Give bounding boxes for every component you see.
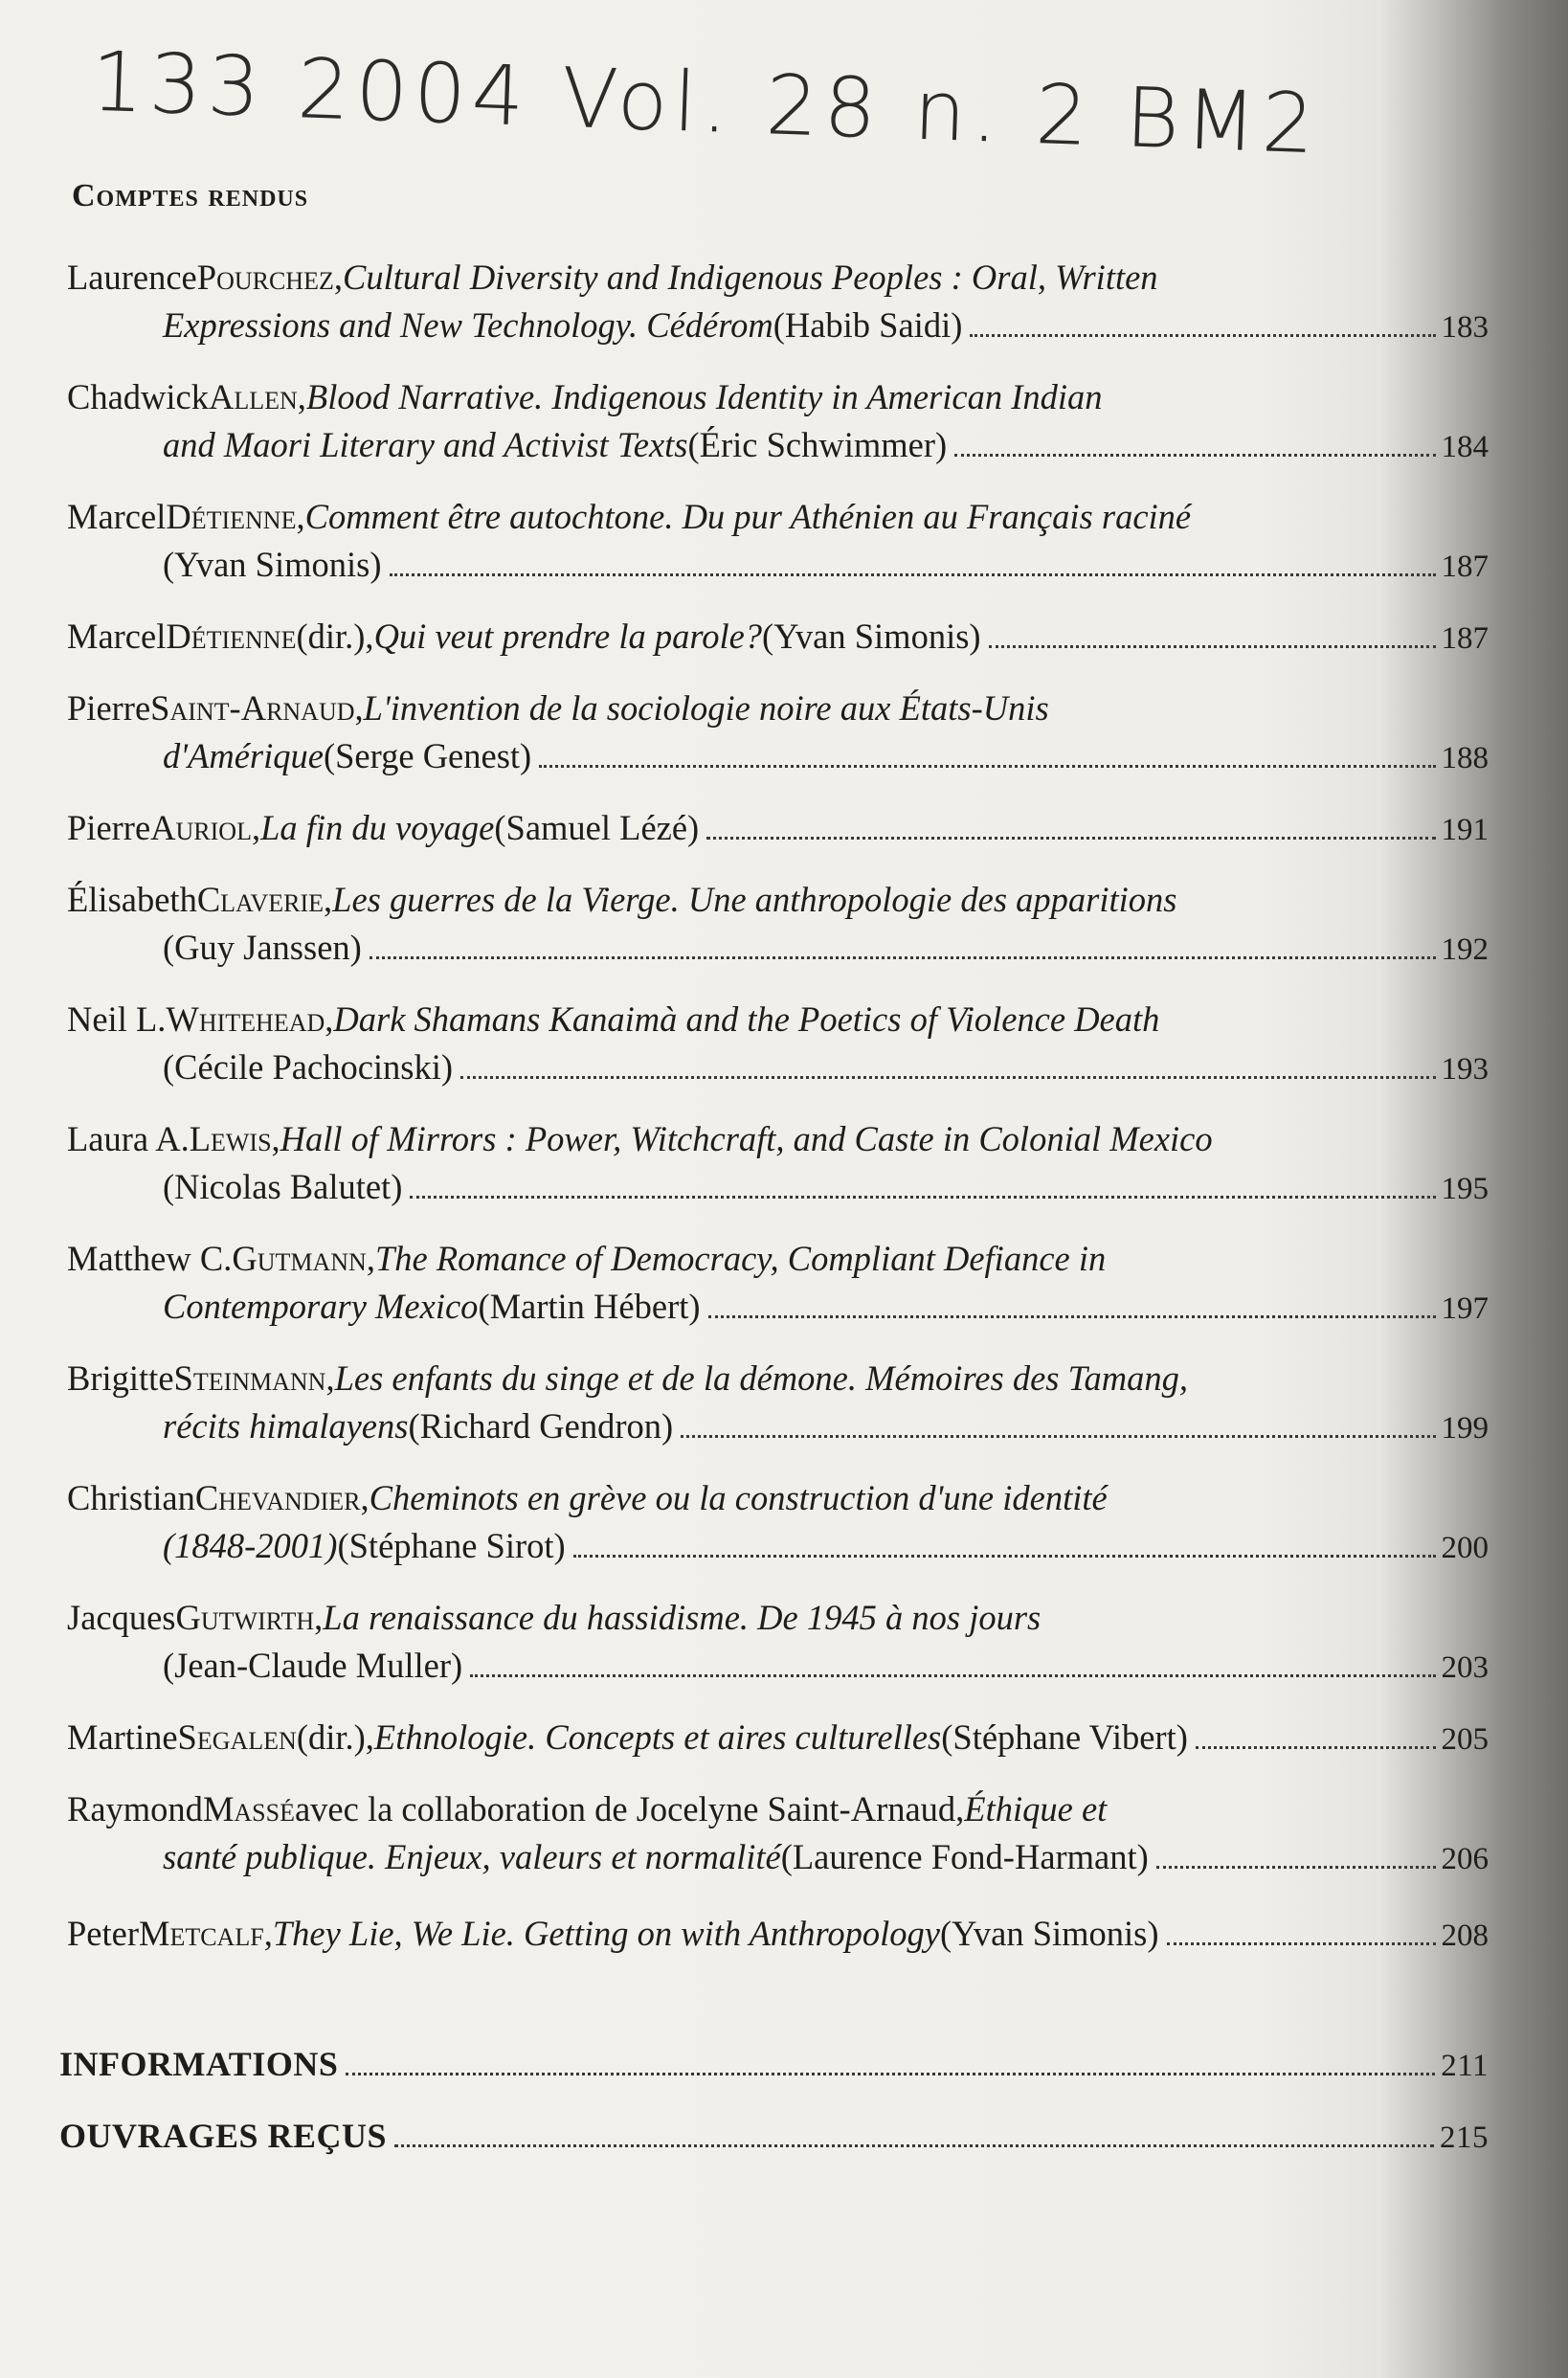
author-separator: ,	[325, 1358, 335, 1398]
page-number: 205	[1441, 1722, 1489, 1757]
page-number: 208	[1441, 1918, 1489, 1953]
author-first-name: Marcel	[67, 497, 167, 536]
dot-leader	[470, 1674, 1435, 1677]
section-title: Comptes rendus	[72, 178, 309, 213]
author-last-name: Saint-Arnaud	[150, 688, 355, 728]
author-first-name: Christian	[67, 1478, 195, 1517]
dot-leader	[539, 765, 1435, 768]
reviewer: (Guy Janssen)	[163, 928, 362, 967]
author-last-name: Whitehead	[166, 999, 325, 1039]
entry-title: Dark Shamans Kanaimà and the Poetics of Violence Death	[333, 999, 1160, 1039]
page-number: 195	[1441, 1172, 1489, 1206]
page-number: 197	[1441, 1291, 1489, 1326]
entry-title-cont: Contemporary Mexico	[163, 1287, 479, 1326]
author-last-name: Metcalf	[139, 1914, 264, 1953]
dot-leader	[681, 1435, 1435, 1438]
author-last-name: Gutmann	[232, 1239, 367, 1278]
toc-entry[interactable]	[67, 996, 1489, 1093]
author-first-name: Pierre	[67, 688, 151, 728]
author-first-name: Chadwick	[67, 377, 209, 416]
entry-title: Hall of Mirrors : Power, Witchcraft, and Caste in Colonial Mexico	[280, 1119, 1213, 1158]
entry-title: La renaissance du hassidisme. De 1945 à nos jours	[323, 1598, 1042, 1637]
toc-entry[interactable]	[67, 1235, 1489, 1333]
toc-entry[interactable]	[67, 1355, 1489, 1452]
author-separator: ,	[333, 258, 343, 297]
author-first-name: Brigitte	[67, 1358, 174, 1398]
informations-entry[interactable]	[59, 2044, 1489, 2084]
dot-leader	[970, 334, 1435, 337]
author-separator: avec la collaboration de Jocelyne Saint-Arnaud,	[294, 1789, 965, 1828]
reviewer: (Martin Hébert)	[478, 1287, 701, 1326]
toc-entry[interactable]	[67, 1785, 1489, 1883]
ouvrages-recus-entry[interactable]	[59, 2116, 1489, 2156]
author-last-name: Massé	[202, 1789, 295, 1828]
toc-entry[interactable]	[67, 684, 1489, 782]
author-last-name: Steinmann	[173, 1358, 326, 1398]
author-separator: ,	[297, 377, 306, 416]
informations-label: INFORMATIONS	[59, 2045, 339, 2083]
dot-leader	[989, 645, 1436, 648]
author-first-name: Laura A.	[67, 1119, 190, 1158]
reviewer: (Serge Genest)	[323, 736, 532, 775]
author-last-name: Lewis	[189, 1119, 272, 1158]
author-first-name: Jacques	[67, 1598, 176, 1637]
reviewer: (Yvan Simonis)	[940, 1914, 1159, 1953]
author-separator: ,	[366, 1239, 375, 1278]
reviewer: (Yvan Simonis)	[163, 545, 382, 584]
page-number: 211	[1441, 2049, 1489, 2083]
author-separator: ,	[354, 688, 364, 728]
toc-entry[interactable]	[67, 254, 1489, 351]
author-first-name: Élisabeth	[67, 880, 197, 919]
author-separator: (dir.),	[296, 617, 374, 656]
dot-leader	[346, 2073, 1435, 2075]
handwritten-note: 133 2004 Vol. 28 n. 2 BM2	[89, 34, 1322, 173]
entry-title: La fin du voyage	[260, 808, 495, 847]
entry-title: L'invention de la sociologie noire aux États-Unis	[363, 688, 1049, 728]
author-last-name: Allen	[209, 377, 298, 416]
dot-leader	[1156, 1866, 1436, 1869]
author-separator: ,	[296, 497, 305, 536]
entry-title-cont: and Maori Literary and Activist Texts	[163, 425, 688, 464]
author-separator: ,	[271, 1119, 280, 1158]
author-last-name: Détienne	[166, 617, 297, 656]
page-number: 206	[1441, 1842, 1489, 1876]
author-separator: ,	[324, 880, 333, 919]
author-first-name: Laurence	[67, 258, 197, 297]
entry-title-cont: Expressions and New Technology. Cédérom	[163, 305, 773, 345]
entry-title: The Romance of Democracy, Compliant Defiance in	[374, 1239, 1107, 1278]
reviewer: (Stéphane Vibert)	[941, 1717, 1188, 1757]
entry-title: Les guerres de la Vierge. Une anthropologie des apparitions	[332, 880, 1177, 919]
entry-title: Comment être autochtone. Du pur Athénien au Français raciné	[304, 497, 1192, 536]
page-number: 191	[1441, 813, 1489, 847]
toc-entry[interactable]	[67, 1594, 1489, 1692]
author-separator: ,	[325, 999, 334, 1039]
toc-entry[interactable]	[67, 876, 1489, 974]
page-number: 192	[1441, 932, 1489, 967]
reviewer: (Jean-Claude Muller)	[163, 1646, 463, 1685]
entry-title: Cheminots en grève ou la construction d'une identité	[369, 1478, 1108, 1517]
author-first-name: Neil L.	[67, 999, 167, 1039]
dot-leader	[1196, 1746, 1436, 1749]
author-last-name: Auriol	[150, 808, 252, 847]
dot-leader	[394, 2144, 1434, 2147]
reviewer: (Samuel Lézé)	[494, 808, 700, 847]
author-separator: (dir.),	[296, 1717, 374, 1757]
page-number: 203	[1441, 1650, 1489, 1685]
entry-title-cont: (1848-2001)	[163, 1526, 338, 1565]
toc-entry[interactable]	[67, 613, 1489, 662]
reviewer: (Nicolas Balutet)	[163, 1167, 403, 1206]
page-number: 215	[1440, 2120, 1489, 2155]
dot-leader	[1167, 1942, 1436, 1945]
dot-leader	[708, 1315, 1436, 1318]
reviewer: (Stéphane Sirot)	[337, 1526, 566, 1565]
reviewer: (Laurence Fond-Harmant)	[780, 1837, 1149, 1876]
entry-title: Cultural Diversity and Indigenous Peoples : Oral, Written	[342, 258, 1158, 297]
author-last-name: Détienne	[166, 497, 297, 536]
reviewer: (Éric Schwimmer)	[687, 425, 948, 464]
author-last-name: Segalen	[177, 1717, 297, 1757]
page-number: 199	[1441, 1411, 1489, 1446]
entry-title: Les enfants du singe et de la démone. Mémoires des Tamang,	[334, 1358, 1189, 1398]
page-number: 183	[1441, 310, 1489, 345]
toc-entry[interactable]	[67, 493, 1489, 591]
reviewer: (Yvan Simonis)	[762, 617, 981, 656]
entry-title: Éthique et	[964, 1789, 1108, 1828]
entry-title: Ethnologie. Concepts et aires culturelles	[373, 1717, 942, 1757]
dot-leader	[410, 1196, 1435, 1199]
entry-title: Qui veut prendre la parole?	[373, 617, 763, 656]
author-separator: ,	[314, 1598, 324, 1637]
dot-leader	[954, 454, 1435, 457]
page-number: 187	[1441, 550, 1489, 584]
reviewer: (Cécile Pachocinski)	[163, 1047, 454, 1087]
toc-entry[interactable]	[67, 1115, 1489, 1213]
author-first-name: Matthew C.	[67, 1239, 233, 1278]
reviewer: (Habib Saidi)	[773, 305, 963, 345]
author-last-name: Chevandier	[194, 1478, 361, 1517]
dot-leader	[706, 837, 1435, 840]
page-number: 188	[1441, 741, 1489, 775]
page-number: 187	[1441, 621, 1489, 656]
entry-title: They Lie, We Lie. Getting on with Anthropology	[272, 1914, 941, 1953]
author-last-name: Pourchez	[196, 258, 334, 297]
dot-leader	[460, 1076, 1435, 1079]
author-separator: ,	[360, 1478, 370, 1517]
author-first-name: Pierre	[67, 808, 151, 847]
author-last-name: Gutwirth	[175, 1598, 315, 1637]
page-number: 193	[1441, 1052, 1489, 1087]
toc-entry[interactable]	[67, 1474, 1489, 1572]
page-number: 184	[1441, 430, 1489, 464]
page-number: 200	[1441, 1531, 1489, 1565]
dot-leader	[573, 1555, 1436, 1558]
ouvrages-label: OUVRAGES REÇUS	[59, 2117, 388, 2155]
author-first-name: Peter	[67, 1914, 139, 1953]
author-last-name: Claverie	[196, 880, 325, 919]
author-separator: ,	[251, 808, 261, 847]
author-first-name: Raymond	[67, 1789, 203, 1828]
reviewer: (Richard Gendron)	[408, 1406, 674, 1446]
entry-title-cont: d'Amérique	[163, 736, 324, 775]
entry-title: Blood Narrative. Indigenous Identity in American Indian	[305, 377, 1103, 416]
entry-title-cont: récits himalayens	[163, 1406, 409, 1446]
toc-entry[interactable]	[67, 1910, 1489, 1960]
dot-leader	[390, 573, 1436, 576]
author-first-name: Marcel	[67, 617, 167, 656]
dot-leader	[370, 956, 1436, 959]
entry-title-cont: santé publique. Enjeux, valeurs et normalité	[163, 1837, 781, 1876]
author-first-name: Martine	[67, 1717, 178, 1757]
author-separator: ,	[263, 1914, 273, 1953]
toc-entry[interactable]	[67, 804, 1489, 854]
toc-entry[interactable]	[67, 373, 1489, 471]
toc-entry[interactable]	[67, 1714, 1489, 1763]
